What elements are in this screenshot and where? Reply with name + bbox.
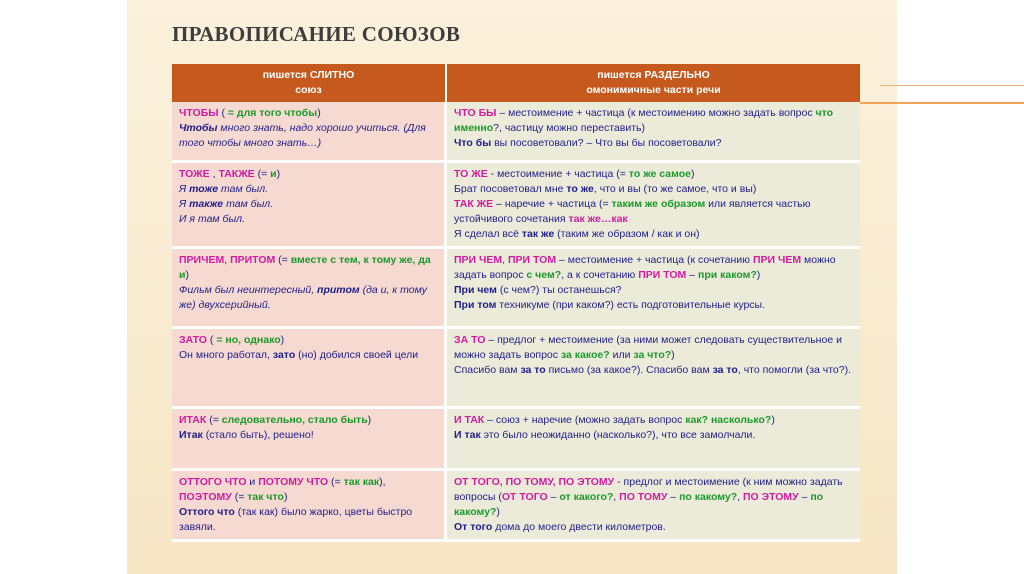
table-cell-separate [447,329,860,409]
text: ) [280,334,285,346]
text: – местоимение + частица (к сочетанию [556,254,753,266]
example-text: письмо (за какое?). Спасибо вам [545,364,713,376]
table-header-row [172,64,860,102]
example-term: При том [454,299,497,311]
example-line [454,520,853,535]
table-cell-separate [447,249,860,329]
text: можно задать вопрос [454,254,836,281]
table-cell-separate [447,102,860,163]
term: ТО ЖЕ [454,168,488,180]
question: за что? [633,349,672,361]
question: что именно [454,107,834,134]
text: – [798,491,811,503]
question: как? насколько? [685,414,772,426]
term: ЧТОБЫ [179,107,219,119]
example-text: (с чем?) ты останешься? [496,284,622,296]
text: (= [254,168,271,180]
text: – [686,269,698,281]
text: – [667,491,680,503]
text: ) [185,269,189,281]
text: (= [328,476,344,488]
example-term: так же [521,228,555,240]
example-text: (так как) было жарко, цветы быстро завяли. [179,506,413,533]
slide-title: ПРАВОПИСАНИЕ СОЮЗОВ [172,22,461,46]
example-line [179,197,437,212]
example-text: (но) добился своей цели [295,349,419,361]
question: при каком? [697,269,757,281]
term: ОТТОГО ЧТО [179,476,247,488]
example-text: , что помогли (за что?). [737,364,852,376]
example-line [454,182,853,197]
example-line [179,505,437,535]
decor-line [880,85,1024,86]
term: ОТ ТОГО, ПО ТОМУ, ПО ЭТОМУ [454,476,615,488]
text: или является частью устойчивого сочетания [454,198,811,225]
table-cell-merged [172,249,447,329]
text: ) [496,506,500,518]
example-term: тоже [189,183,219,195]
rule-text [454,107,833,134]
synonym: = но, однако [216,334,281,346]
table-row [172,409,860,471]
rule-line [454,197,853,227]
text: (= [231,491,248,503]
rule-line [454,413,853,428]
example-term: Что бы [454,137,492,149]
example-text: там был. [218,183,269,195]
text: ) [771,414,775,426]
term: ПО ТОМУ [619,491,668,503]
example-text: это было неожиданно (насколько?), что все замолчали. [480,429,756,441]
example-term: также [189,198,224,210]
table-cell-separate [447,471,860,542]
example-term: Оттого что [179,506,235,518]
term: ЗАТО [179,334,207,346]
text: ( [218,107,228,119]
example-text: , что и вы (то же самое, что и вы) [593,183,757,195]
text: , [502,254,508,266]
term: ТОЖЕ [179,168,210,180]
table-row [172,249,860,329]
example-line [179,283,437,313]
table-cell-merged [172,163,447,249]
header-separate-subtitle: омонимичные части речи [586,84,721,96]
example-term: Чтобы [179,122,218,134]
rule-line [454,333,853,363]
decor-line [860,102,1024,104]
text: – предлог + местоимение (за ними может следовать существительное и можно задать вопрос [454,334,842,361]
question: от какого? [559,491,614,503]
rule-line [179,333,437,348]
term: ПРИ ТОМ [638,269,687,281]
table-row [172,471,860,542]
example-term: От того [454,521,493,533]
text: ) [283,491,288,503]
term: ПРИТОМ [230,254,276,266]
text: – союз + наречие (можно задать вопрос [484,414,686,426]
text: ) [690,168,695,180]
term: И ТАК [454,414,485,426]
header-separate-title: пишется РАЗДЕЛЬНО [597,69,710,81]
example-text: Спасибо вам [454,364,521,376]
table-row [172,102,860,163]
synonym: следовательно, стало быть [221,414,368,426]
table-cell-merged [172,329,447,409]
text: , [209,168,219,180]
rule-line [454,475,853,520]
term: ТАКЖЕ [218,168,255,180]
question: с чем? [526,269,562,281]
example-line [454,428,853,443]
example-text: Брат посоветовал мне [454,183,567,195]
term: ИТАК [179,414,207,426]
example-text: (таким же образом / как и он) [554,228,700,240]
text: ) [317,107,321,119]
example-text: Я [179,198,190,210]
example-text: (да и, к тому же) двухсерийный. [179,284,427,311]
text: или [609,349,634,361]
rule-line [454,167,853,182]
text: ) [671,349,675,361]
question: по какому? [679,491,738,503]
rule-line [179,167,437,182]
table-cell-separate [447,409,860,471]
table-cell-separate [447,163,860,249]
example-line [179,428,437,443]
term: так же…как [568,213,628,225]
example-term: И так [454,429,481,441]
text: – наречие + частица (= [493,198,612,210]
text: – [547,491,560,503]
text: ) [756,269,761,281]
term: ПРИ ТОМ [508,254,557,266]
text: ?, частицу можно переставить) [493,122,645,134]
rule-line [179,253,437,283]
rule-line [179,490,437,505]
text: – местоимение + частица (к местоимению можно задать вопрос [496,107,816,119]
example-text: Он много работал, [179,349,273,361]
text: , [737,491,743,503]
example-line [454,136,853,151]
example-line [179,121,437,151]
header-merged [172,64,447,102]
text: , [224,254,231,266]
header-separate [447,64,860,102]
term: ПРИ ЧЕМ [454,254,503,266]
example-text: там был. [223,198,274,210]
text: , а к сочетанию [561,269,639,281]
table-row [172,329,860,409]
example-line [454,363,853,378]
term: ПРИЧЕМ [179,254,225,266]
example-text: Я [179,183,190,195]
spelling-rules-table [172,64,860,542]
term: ПОТОМУ ЧТО [258,476,329,488]
term: ЧТО БЫ [454,107,497,119]
synonym: вместе с тем, к тому же, да и [179,254,431,281]
example-text: техникуме (при каком?) есть подготовительные курсы. [496,299,766,311]
example-term: притом [317,284,360,296]
table-cell-merged [172,471,447,542]
term: ЗА ТО [454,334,486,346]
text: (= [275,254,291,266]
text: и [246,476,259,488]
example-line [179,182,437,197]
text: ( [206,334,217,346]
text: , [613,491,620,503]
header-merged-subtitle: союз [295,84,322,96]
example-line [454,227,853,242]
text: - предлог и местоимение (к ним можно задать вопросы ( [454,476,843,503]
synonym: = для того чтобы [227,107,318,119]
example-line [179,348,437,363]
example-term: зато [272,349,296,361]
question: по какому? [454,491,824,518]
example-line [454,283,853,298]
example-text: (стало быть), решено! [202,429,314,441]
synonym: то же самое [628,168,691,180]
example-term: При чем [454,284,497,296]
example-term: за то [520,364,546,376]
example-text: Фильм был неинтересный, [179,284,318,296]
term: ПОЭТОМУ [179,491,232,503]
example-text: дома до моего двести километров. [492,521,666,533]
rule-line [179,413,437,428]
synonym: таким же образом [611,198,706,210]
synonym: так что [247,491,284,503]
term: ОТ ТОГО [501,491,548,503]
text: ) [276,168,281,180]
text: - местоимение + частица (= [487,168,629,180]
table-cell-merged [172,409,447,471]
header-merged-title: пишется СЛИТНО [262,69,355,81]
example-text: Я сделал всё [454,228,522,240]
rule-line [179,106,437,121]
example-text: вы посоветовали? – Что вы бы посоветовали? [491,137,722,149]
example-term: за то [712,364,738,376]
term: ПО ЭТОМУ [742,491,799,503]
question: за какое? [560,349,610,361]
example-term: то же [566,183,594,195]
example-term: Итак [179,429,203,441]
text: (= [206,414,222,426]
synonym: и [270,168,277,180]
rule-line [454,253,853,283]
example-text: много знать, надо хорошо учиться. (Для того чтобы много знать…) [179,122,426,149]
example-line [454,298,853,313]
table-row [172,163,860,249]
example-line: И я там был. [179,213,246,225]
text: ), [379,476,386,488]
table-cell-merged [172,102,447,163]
synonym: так как [343,476,380,488]
text: ) [367,414,372,426]
term: ПРИ ЧЕМ [752,254,802,266]
rule-line [179,475,437,490]
term: ТАК ЖЕ [454,198,494,210]
